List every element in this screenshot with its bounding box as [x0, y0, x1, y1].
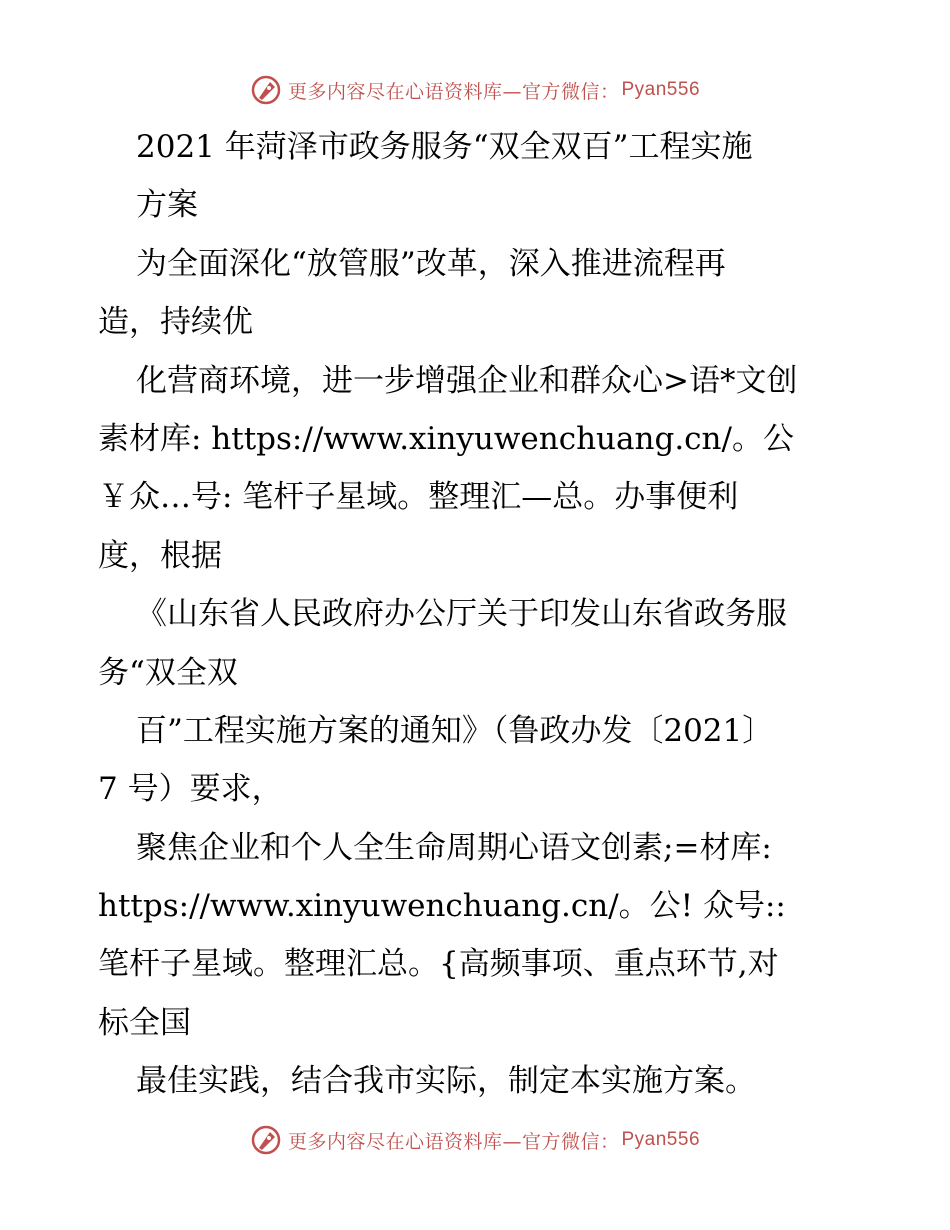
text-line: 7 号）要求， [98, 771, 283, 808]
text-line: 标全国 [98, 1004, 191, 1041]
text-line: 百”工程实施方案的通知》（鲁政办发〔2021〕 [136, 712, 774, 749]
banner-wechat-id: Pyan556 [621, 79, 701, 100]
text-line: 度，根据 [98, 537, 222, 574]
text-line: 化营商环境，进一步增强企业和群众心>语*文创 [136, 362, 798, 399]
text-line: 为全面深化“放管服”改革，深入推进流程再 [136, 245, 726, 282]
banner-wechat-id: Pyan556 [621, 1129, 701, 1150]
watermark-banner-bottom [0, 1120, 950, 1160]
text-line: 方案 [136, 187, 198, 224]
pen-nib-logo-icon [250, 74, 282, 106]
banner-text: 更多内容尽在心语资料库—官方微信： [287, 80, 620, 103]
text-line: 最佳实践，结合我市实际，制定本实施方案。 [136, 1063, 756, 1100]
text-line: ￥众…号: 笔杆子星域。整理汇—总。办事便利 [98, 479, 739, 516]
text-line: 笔杆子星域。整理汇总。{高频事项、重点环节,对 [98, 946, 779, 983]
watermark-banner-top [0, 70, 950, 110]
banner-text: 更多内容尽在心语资料库—官方微信： [287, 1130, 620, 1153]
text-line: 务“双全双 [98, 654, 238, 691]
text-line: 《山东省人民政府办公厅关于印发山东省政务服 [136, 596, 787, 633]
text-line: 素材库: https://www.xinyuwenchuang.cn/。公 [98, 420, 794, 457]
text-line: https://www.xinyuwenchuang.cn/。公! 众号:: [98, 888, 786, 925]
document-body [98, 118, 858, 1111]
text-line: 聚焦企业和个人全生命周期心语文创素;=材库: [136, 829, 772, 866]
pen-nib-logo-icon [250, 1124, 282, 1156]
text-line: 造，持续优 [98, 304, 253, 341]
text-line: 2021 年菏泽市政务服务“双全双百”工程实施 [136, 129, 753, 165]
